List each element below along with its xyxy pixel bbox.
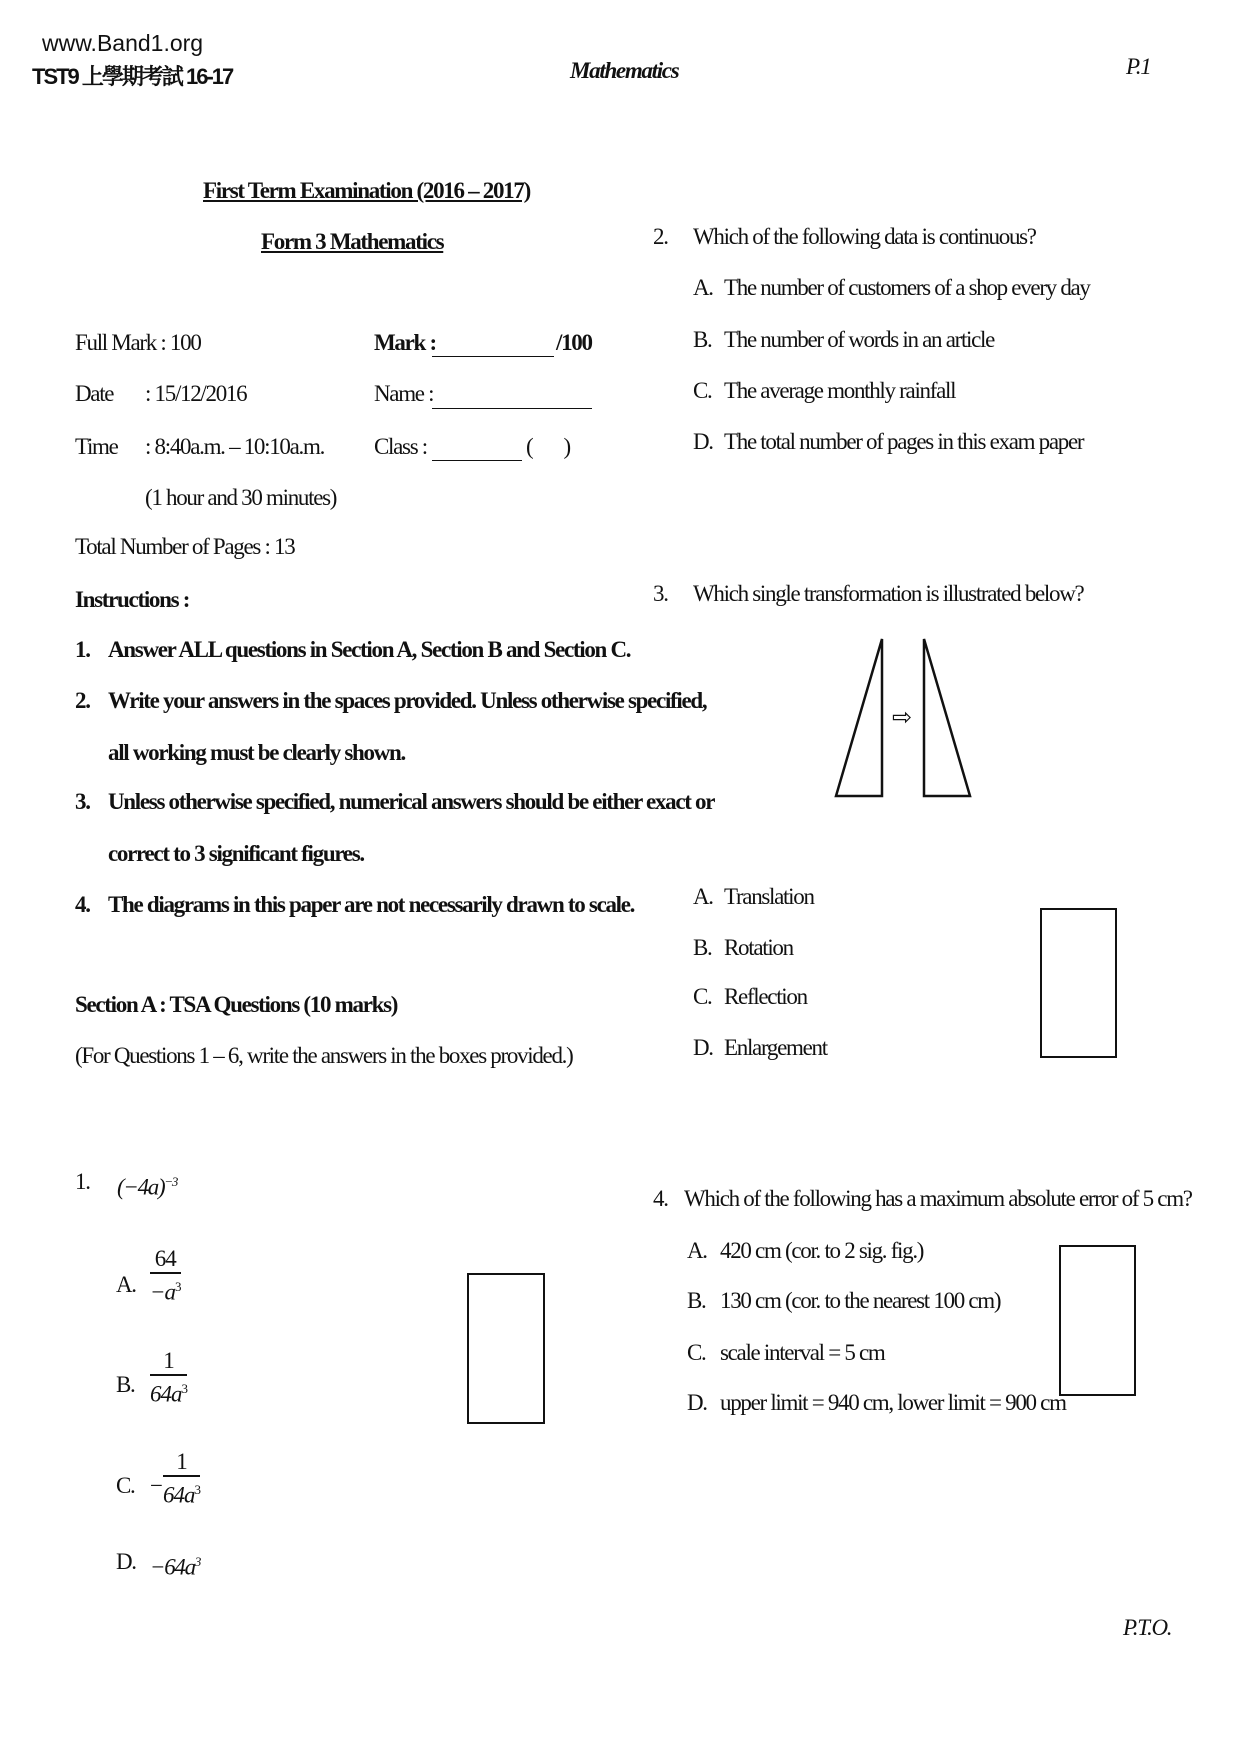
q2-option-text: The average monthly rainfall [724,378,956,403]
q1-option-b-fraction [150,1348,187,1408]
instruction-number: 1. [75,637,90,662]
q1-option-b-label: B. [116,1372,135,1397]
q1-option-a-label: A. [116,1272,136,1297]
class-label: Class : [374,434,427,459]
q4-option-text: upper limit = 940 cm, lower limit = 900 cm [720,1390,1066,1415]
q4-option-label: C. [687,1340,706,1365]
exam-code: TST9 上學期考試 16-17 [32,64,233,89]
q2-option-text: The number of words in an article [724,327,995,352]
q3-option-label: B. [693,935,712,960]
denominator: 64a [163,1482,195,1508]
q3-option-text: Translation [724,884,814,909]
q1-exponent: −3 [164,1174,178,1189]
q1-answer-box[interactable] [467,1273,545,1424]
q1-option-d-label: D. [116,1549,136,1574]
class-field[interactable] [432,436,522,461]
exponent: 3 [181,1381,187,1396]
total-pages: Total Number of Pages : 13 [75,534,295,559]
section-title: Section A : TSA Questions (10 marks) [75,992,398,1017]
instruction-text: all working must be clearly shown. [108,740,405,765]
q3-option-label: D. [693,1035,713,1060]
q1-option-a-fraction [150,1246,181,1306]
denominator: −a [150,1279,176,1305]
q4-option-text: 420 cm (cor. to 2 sig. fig.) [720,1238,924,1263]
arrow-icon: ⇨ [892,703,913,731]
duration: (1 hour and 30 minutes) [145,485,337,510]
q3-option-text: Reflection [724,984,807,1009]
instruction-number: 3. [75,789,90,814]
q3-text: Which single transformation is illustrated below? [693,581,1084,606]
q2-option-label: B. [693,327,712,352]
denominator: 64a [150,1381,182,1407]
q1-number: 1. [75,1169,90,1194]
full-mark: Full Mark : 100 [75,330,201,355]
exponent: 3 [194,1482,200,1497]
q3-option-label: C. [693,984,712,1009]
q2-option-label: D. [693,429,713,454]
q4-option-text: scale interval = 5 cm [720,1340,885,1365]
page-number: P.1 [1126,54,1151,79]
mark-total: /100 [556,330,592,355]
site-watermark: www.Band1.org [42,30,204,56]
numerator: 1 [163,1449,200,1477]
q4-option-text: 130 cm (cor. to the nearest 100 cm) [720,1288,1001,1313]
section-note: (For Questions 1 – 6, write the answers in the boxes provided.) [75,1043,573,1068]
q2-option-text: The number of customers of a shop every day [724,275,1090,300]
q4-number: 4. [653,1186,668,1211]
class-number-field[interactable]: ( ) [526,434,570,459]
q4-text: Which of the following has a maximum absolute error of 5 cm? [684,1186,1192,1211]
q2-option-text: The total number of pages in this exam paper [724,429,1084,454]
name-label: Name : [374,381,434,406]
q2-option-label: A. [693,275,713,300]
q4-option-label: B. [687,1288,706,1313]
q3-answer-box[interactable] [1040,908,1117,1058]
q1-option-d-text [150,1549,200,1581]
q1-option-c-fraction [163,1449,200,1509]
q1-base: (−4a) [117,1174,165,1200]
instruction-text: Answer ALL questions in Section A, Section B and Section C. [108,637,631,662]
image-triangle [924,639,970,796]
numerator: 1 [150,1348,187,1376]
instruction-text: correct to 3 significant figures. [108,841,364,866]
pto-label: P.T.O. [1123,1615,1172,1640]
instruction-text: Write your answers in the spaces provided. Unless otherwise specified, [108,688,707,713]
q4-option-label: D. [687,1390,707,1415]
q3-option-text: Rotation [724,935,793,960]
date-value: : 15/12/2016 [145,381,247,406]
original-triangle [836,639,882,796]
time-label: Time [75,434,118,459]
numerator: 64 [150,1246,181,1274]
q2-option-label: C. [693,378,712,403]
exponent: 3 [175,1279,181,1294]
exponent: 3 [194,1554,201,1569]
q1-expression [117,1169,177,1201]
time-value: : 8:40a.m. – 10:10a.m. [145,434,325,459]
q3-option-label: A. [693,884,713,909]
q2-number: 2. [653,224,668,249]
instruction-text: Unless otherwise specified, numerical answers should be either exact or [108,789,715,814]
instruction-text: The diagrams in this paper are not necessarily drawn to scale. [108,892,635,917]
mark-label: Mark : [374,330,436,355]
q1-option-c-label: C. [116,1473,135,1498]
instruction-number: 2. [75,688,90,713]
q2-text: Which of the following data is continuous? [693,224,1036,249]
instructions-heading: Instructions : [75,587,190,612]
subject-header: Mathematics [570,58,679,83]
mark-field[interactable] [432,332,554,357]
q4-option-label: A. [687,1238,707,1263]
date-label: Date [75,381,114,406]
q3-number: 3. [653,581,668,606]
q1-option-c-sign: − [150,1473,162,1498]
instruction-number: 4. [75,892,90,917]
exam-title: First Term Examination (2016 – 2017) [203,178,530,203]
term: −64a [150,1554,195,1580]
name-field[interactable] [432,384,592,409]
q4-answer-box[interactable] [1059,1245,1136,1396]
exam-subtitle: Form 3 Mathematics [261,229,444,254]
q3-option-text: Enlargement [724,1035,827,1060]
